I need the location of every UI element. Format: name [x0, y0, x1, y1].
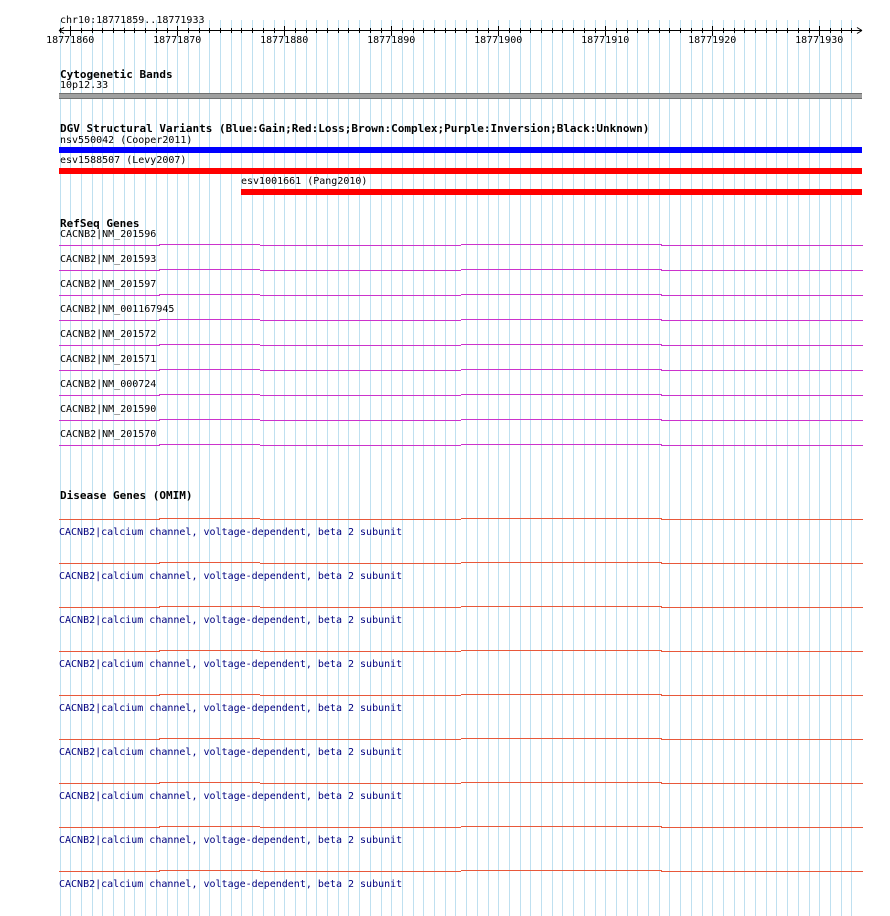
omim-gene-line[interactable]: [561, 650, 662, 651]
omim-gene-line[interactable]: [59, 607, 160, 608]
refseq-gene-model-line[interactable]: [159, 319, 260, 320]
refseq-gene-model-line[interactable]: [461, 419, 562, 420]
refseq-gene-model-line[interactable]: [59, 370, 160, 371]
omim-gene-line[interactable]: [159, 782, 260, 783]
refseq-gene-model-line[interactable]: [59, 270, 160, 271]
omim-gene-line[interactable]: [661, 783, 762, 784]
omim-gene-line[interactable]: [461, 826, 562, 827]
refseq-gene-model-line[interactable]: [461, 394, 562, 395]
refseq-gene-model-line[interactable]: [159, 344, 260, 345]
omim-gene-line[interactable]: [360, 783, 461, 784]
omim-gene-line[interactable]: [661, 607, 762, 608]
refseq-gene-model-line[interactable]: [59, 445, 160, 446]
refseq-gene-model-line[interactable]: [762, 320, 863, 321]
omim-gene-line[interactable]: [661, 519, 762, 520]
refseq-gene-model-line[interactable]: [661, 345, 762, 346]
ruler-tick-label: 18771890: [367, 35, 416, 46]
refseq-gene-model-line[interactable]: [59, 245, 160, 246]
refseq-gene-model-line[interactable]: [260, 270, 361, 271]
cytoband-label[interactable]: 10p12.33: [60, 80, 109, 91]
omim-gene-label[interactable]: CACNB2|calcium channel, voltage-dependent, beta 2 subunit: [59, 703, 403, 714]
cytoband-track-title: Cytogenetic Bands: [60, 68, 173, 81]
refseq-gene-model-line[interactable]: [461, 244, 562, 245]
omim-gene-line[interactable]: [561, 826, 662, 827]
omim-gene-line[interactable]: [762, 827, 863, 828]
omim-gene-line[interactable]: [561, 562, 662, 563]
omim-gene-line[interactable]: [159, 870, 260, 871]
ruler-tick-label: 18771900: [474, 35, 523, 46]
omim-gene-line[interactable]: [461, 518, 562, 519]
ruler-tick-label: 18771910: [581, 35, 630, 46]
refseq-gene-label[interactable]: CACNB2|NM_201590: [60, 404, 157, 415]
refseq-gene-model-line[interactable]: [661, 320, 762, 321]
region-label: chr10:18771859..18771933: [60, 15, 205, 26]
omim-gene-line[interactable]: [159, 694, 260, 695]
omim-gene-line[interactable]: [59, 783, 160, 784]
refseq-gene-model-line[interactable]: [561, 319, 662, 320]
omim-gene-line[interactable]: [59, 519, 160, 520]
refseq-gene-model-line[interactable]: [561, 369, 662, 370]
refseq-gene-model-line[interactable]: [159, 369, 260, 370]
omim-gene-line[interactable]: [762, 695, 863, 696]
omim-gene-line[interactable]: [561, 606, 662, 607]
omim-gene-line[interactable]: [360, 827, 461, 828]
refseq-gene-model-line[interactable]: [360, 345, 461, 346]
refseq-gene-model-line[interactable]: [661, 245, 762, 246]
omim-gene-label[interactable]: CACNB2|calcium channel, voltage-dependent, beta 2 subunit: [59, 747, 403, 758]
refseq-gene-model-line[interactable]: [59, 320, 160, 321]
omim-gene-line[interactable]: [762, 783, 863, 784]
refseq-gene-model-line[interactable]: [561, 294, 662, 295]
ruler-tick-label: 18771860: [46, 35, 95, 46]
omim-gene-line[interactable]: [661, 695, 762, 696]
refseq-gene-model-line[interactable]: [461, 294, 562, 295]
dgv-item-label[interactable]: nsv550042 (Cooper2011): [60, 135, 193, 146]
refseq-gene-model-line[interactable]: [159, 294, 260, 295]
omim-gene-line[interactable]: [661, 651, 762, 652]
ruler-tick-label: 18771880: [260, 35, 309, 46]
omim-gene-line[interactable]: [260, 563, 361, 564]
omim-gene-line[interactable]: [661, 563, 762, 564]
omim-gene-line[interactable]: [159, 738, 260, 739]
refseq-gene-model-line[interactable]: [59, 345, 160, 346]
omim-gene-line[interactable]: [59, 871, 160, 872]
omim-gene-line[interactable]: [260, 651, 361, 652]
omim-gene-line[interactable]: [461, 650, 562, 651]
omim-gene-line[interactable]: [461, 606, 562, 607]
omim-gene-label[interactable]: CACNB2|calcium channel, voltage-dependent, beta 2 subunit: [59, 879, 403, 890]
refseq-gene-model-line[interactable]: [360, 445, 461, 446]
omim-gene-line[interactable]: [561, 694, 662, 695]
omim-gene-line[interactable]: [360, 607, 461, 608]
ruler-tick-label: 18771870: [153, 35, 202, 46]
omim-gene-line[interactable]: [159, 518, 260, 519]
omim-gene-line[interactable]: [360, 695, 461, 696]
refseq-gene-model-line[interactable]: [561, 394, 662, 395]
omim-gene-line[interactable]: [661, 739, 762, 740]
refseq-gene-model-line[interactable]: [59, 420, 160, 421]
refseq-gene-model-line[interactable]: [661, 420, 762, 421]
ruler-tick-label: 18771930: [795, 35, 844, 46]
omim-gene-line[interactable]: [661, 871, 762, 872]
omim-gene-line[interactable]: [260, 739, 361, 740]
omim-gene-line[interactable]: [561, 870, 662, 871]
omim-gene-line[interactable]: [59, 651, 160, 652]
refseq-gene-model-line[interactable]: [159, 244, 260, 245]
refseq-gene-model-line[interactable]: [561, 244, 662, 245]
omim-gene-line[interactable]: [59, 739, 160, 740]
omim-gene-line[interactable]: [762, 519, 863, 520]
refseq-gene-label[interactable]: CACNB2|NM_201570: [60, 429, 157, 440]
refseq-gene-label[interactable]: CACNB2|NM_201572: [60, 329, 157, 340]
refseq-gene-model-line[interactable]: [260, 345, 361, 346]
omim-gene-line[interactable]: [762, 607, 863, 608]
refseq-gene-model-line[interactable]: [762, 295, 863, 296]
refseq-gene-model-line[interactable]: [762, 420, 863, 421]
refseq-gene-model-line[interactable]: [561, 419, 662, 420]
refseq-gene-model-line[interactable]: [59, 295, 160, 296]
omim-gene-line[interactable]: [762, 651, 863, 652]
omim-track-title: Disease Genes (OMIM): [60, 489, 193, 502]
omim-gene-label[interactable]: CACNB2|calcium channel, voltage-dependent, beta 2 subunit: [59, 659, 403, 670]
refseq-gene-label[interactable]: CACNB2|NM_201593: [60, 254, 157, 265]
omim-gene-line[interactable]: [260, 607, 361, 608]
omim-gene-line[interactable]: [59, 827, 160, 828]
omim-gene-line[interactable]: [260, 695, 361, 696]
refseq-gene-label[interactable]: CACNB2|NM_001167945: [60, 304, 175, 315]
refseq-gene-model-line[interactable]: [762, 270, 863, 271]
omim-gene-line[interactable]: [561, 738, 662, 739]
refseq-gene-model-line[interactable]: [159, 269, 260, 270]
omim-gene-line[interactable]: [762, 563, 863, 564]
refseq-gene-model-line[interactable]: [461, 319, 562, 320]
refseq-gene-model-line[interactable]: [461, 444, 562, 445]
omim-gene-line[interactable]: [159, 650, 260, 651]
omim-gene-line[interactable]: [461, 694, 562, 695]
omim-gene-label[interactable]: CACNB2|calcium channel, voltage-dependent, beta 2 subunit: [59, 615, 403, 626]
refseq-gene-model-line[interactable]: [461, 269, 562, 270]
dgv-variant-bar[interactable]: [241, 189, 862, 195]
omim-gene-line[interactable]: [360, 519, 461, 520]
refseq-gene-model-line[interactable]: [762, 345, 863, 346]
refseq-gene-model-line[interactable]: [260, 245, 361, 246]
dgv-variant-bar[interactable]: [59, 168, 862, 174]
omim-gene-label[interactable]: CACNB2|calcium channel, voltage-dependent, beta 2 subunit: [59, 527, 403, 538]
omim-gene-line[interactable]: [561, 782, 662, 783]
refseq-gene-model-line[interactable]: [260, 320, 361, 321]
refseq-gene-model-line[interactable]: [260, 295, 361, 296]
refseq-gene-model-line[interactable]: [360, 295, 461, 296]
omim-gene-label[interactable]: CACNB2|calcium channel, voltage-dependent, beta 2 subunit: [59, 571, 403, 582]
refseq-gene-model-line[interactable]: [762, 395, 863, 396]
omim-gene-line[interactable]: [762, 739, 863, 740]
ruler-axis: [0, 0, 890, 50]
refseq-gene-model-line[interactable]: [762, 245, 863, 246]
refseq-gene-label[interactable]: CACNB2|NM_201597: [60, 279, 157, 290]
refseq-gene-model-line[interactable]: [360, 270, 461, 271]
refseq-gene-model-line[interactable]: [661, 370, 762, 371]
refseq-gene-model-line[interactable]: [360, 370, 461, 371]
refseq-gene-model-line[interactable]: [561, 444, 662, 445]
omim-gene-line[interactable]: [762, 871, 863, 872]
omim-gene-line[interactable]: [260, 519, 361, 520]
omim-gene-line[interactable]: [360, 739, 461, 740]
refseq-gene-model-line[interactable]: [762, 370, 863, 371]
refseq-gene-model-line[interactable]: [260, 395, 361, 396]
refseq-gene-model-line[interactable]: [661, 270, 762, 271]
refseq-gene-label[interactable]: CACNB2|NM_201571: [60, 354, 157, 365]
omim-gene-line[interactable]: [59, 563, 160, 564]
refseq-gene-model-line[interactable]: [260, 445, 361, 446]
omim-gene-line[interactable]: [360, 563, 461, 564]
refseq-gene-model-line[interactable]: [260, 420, 361, 421]
omim-gene-line[interactable]: [561, 518, 662, 519]
refseq-gene-model-line[interactable]: [159, 444, 260, 445]
refseq-gene-model-line[interactable]: [561, 269, 662, 270]
refseq-gene-model-line[interactable]: [762, 445, 863, 446]
omim-gene-line[interactable]: [461, 738, 562, 739]
omim-gene-label[interactable]: CACNB2|calcium channel, voltage-dependent, beta 2 subunit: [59, 835, 403, 846]
refseq-gene-label[interactable]: CACNB2|NM_201596: [60, 229, 157, 240]
omim-gene-line[interactable]: [461, 782, 562, 783]
refseq-gene-model-line[interactable]: [360, 420, 461, 421]
omim-gene-line[interactable]: [260, 827, 361, 828]
refseq-gene-label[interactable]: CACNB2|NM_000724: [60, 379, 157, 390]
refseq-gene-model-line[interactable]: [360, 245, 461, 246]
refseq-gene-model-line[interactable]: [561, 344, 662, 345]
omim-gene-line[interactable]: [159, 826, 260, 827]
refseq-gene-model-line[interactable]: [661, 295, 762, 296]
refseq-gene-model-line[interactable]: [661, 445, 762, 446]
omim-gene-line[interactable]: [360, 871, 461, 872]
omim-gene-line[interactable]: [661, 827, 762, 828]
omim-gene-line[interactable]: [360, 651, 461, 652]
refseq-gene-model-line[interactable]: [461, 344, 562, 345]
cytoband-ideogram[interactable]: [59, 93, 862, 99]
refseq-gene-model-line[interactable]: [661, 395, 762, 396]
dgv-item-label[interactable]: esv1001661 (Pang2010): [241, 176, 368, 187]
omim-gene-line[interactable]: [461, 562, 562, 563]
refseq-gene-model-line[interactable]: [159, 394, 260, 395]
dgv-variant-bar[interactable]: [59, 147, 862, 153]
omim-gene-line[interactable]: [159, 606, 260, 607]
refseq-gene-model-line[interactable]: [461, 369, 562, 370]
refseq-track-title: RefSeq Genes: [60, 217, 140, 230]
ruler-tick-label: 18771920: [688, 35, 737, 46]
omim-gene-line[interactable]: [260, 871, 361, 872]
refseq-gene-model-line[interactable]: [59, 395, 160, 396]
refseq-gene-model-line[interactable]: [360, 395, 461, 396]
dgv-item-label[interactable]: esv1588507 (Levy2007): [60, 155, 187, 166]
dgv-track-title: DGV Structural Variants (Blue:Gain;Red:Loss;Brown:Complex;Purple:Inversion;Black:Unknown): [60, 122, 650, 135]
omim-gene-label[interactable]: CACNB2|calcium channel, voltage-dependent, beta 2 subunit: [59, 791, 403, 802]
omim-gene-line[interactable]: [260, 783, 361, 784]
omim-gene-line[interactable]: [159, 562, 260, 563]
refseq-gene-model-line[interactable]: [159, 419, 260, 420]
omim-gene-line[interactable]: [59, 695, 160, 696]
refseq-gene-model-line[interactable]: [260, 370, 361, 371]
omim-gene-line[interactable]: [461, 870, 562, 871]
refseq-gene-model-line[interactable]: [360, 320, 461, 321]
